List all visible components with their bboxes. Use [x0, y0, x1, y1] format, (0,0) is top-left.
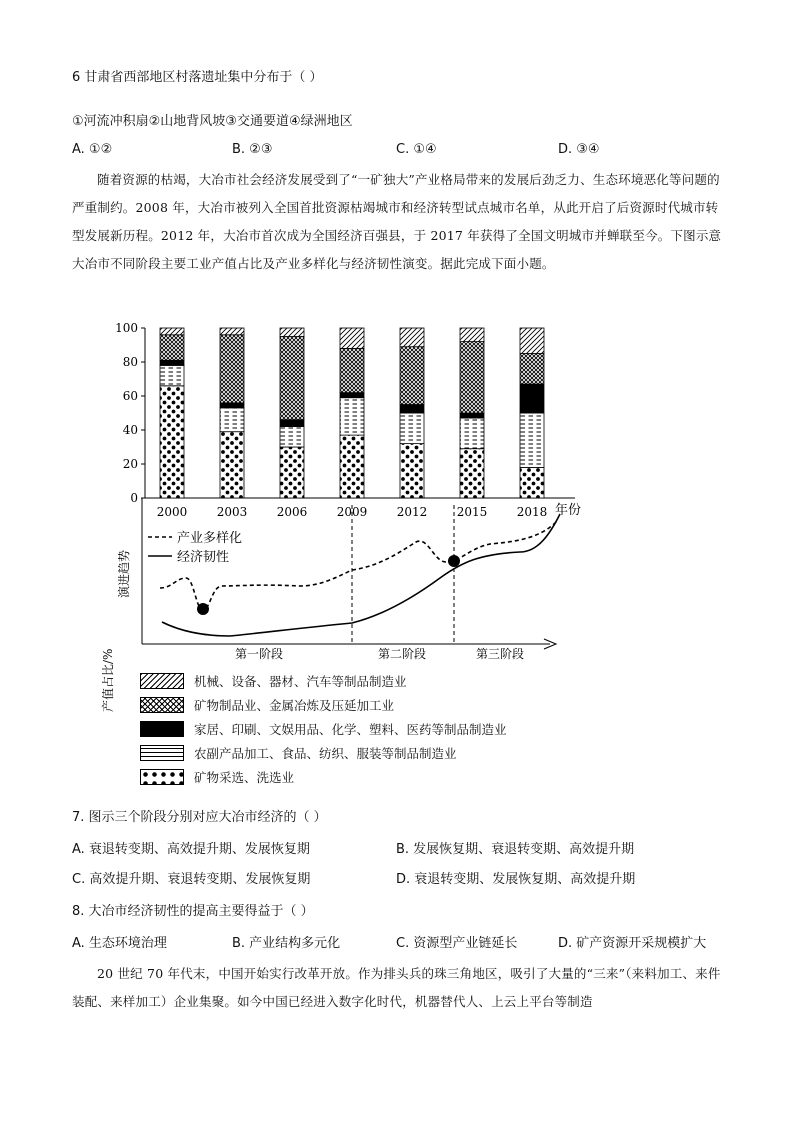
- q7-option-a: A. 衰退转变期、高效提升期、发展恢复期: [72, 842, 310, 857]
- trend-legend-resilience: 经济韧性: [177, 550, 230, 565]
- trend-legend-diversification: 产业多样化: [177, 531, 243, 546]
- bar-segment: [280, 427, 304, 447]
- bar-segment: [460, 413, 484, 418]
- y-tick-label: 20: [122, 457, 138, 471]
- bar-segment: [520, 328, 544, 354]
- bar-segment: [160, 328, 184, 335]
- y-tick-label: 40: [122, 423, 138, 437]
- q6-items: ①河流冲积扇②山地背风坡③交通要道④绿洲地区: [72, 114, 353, 129]
- legend-item: [140, 768, 294, 786]
- x-tick-label: 2003: [216, 505, 248, 519]
- trend-y-label: 演进趋势: [117, 549, 131, 599]
- passage-1: 随着资源的枯竭，大冶市社会经济发展受到了“一矿独大”产业格局带来的发展后劲乏力、生态环境恶化等问题的严重制约。2008 年，大冶市被列入全国首批资源枯竭城市和经济转型试点城市名单，从此开启了后资源时代城市转型发展新历程。2012 年，大冶市首次成为全国经济百强县，于 2017 年获得了全国文明城市并蝉联至今。下图示意大冶市不同阶段主要工业产值占比及产业多样化与经济韧性演变。据此完成下面小题。: [72, 172, 722, 271]
- bar-segment: [280, 337, 304, 420]
- bar-segment: [220, 408, 244, 432]
- legend-label: 矿物采选、洗选业: [194, 770, 295, 785]
- q6-option-a: A. ①②: [72, 142, 113, 157]
- q8-stem: 8. 大冶市经济韧性的提高主要得益于（ ）: [72, 904, 314, 919]
- x-tick-label: 2000: [156, 505, 188, 519]
- bar-segment: [400, 405, 424, 414]
- bar-segment: [340, 348, 364, 392]
- q7-option-d: D. 衰退转变期、发展恢复期、高效提升期: [396, 872, 636, 887]
- bar-segment: [160, 365, 184, 385]
- bar-segment: [220, 432, 244, 498]
- bar-segment: [160, 360, 184, 365]
- stage-1-label: 第一阶段: [235, 647, 284, 661]
- bar-segment: [400, 347, 424, 405]
- y-tick-label: 0: [130, 491, 138, 505]
- q6-option-d: D. ③④: [558, 142, 600, 157]
- bar-segment: [340, 435, 364, 498]
- bar-segment: [460, 418, 484, 449]
- y-axis-label: 产值占比/%: [101, 648, 115, 712]
- q7-option-c: C. 高效提升期、衰退转变期、发展恢复期: [72, 872, 311, 887]
- q6-option-c: C. ①④: [396, 142, 437, 157]
- bar-segment: [280, 420, 304, 427]
- legend-item: [140, 720, 507, 738]
- bar-segment: [220, 335, 244, 403]
- bar-segment: [220, 403, 244, 408]
- bar-segment: [520, 413, 544, 467]
- bar-segment: [340, 393, 364, 398]
- x-tick-label: 2009: [336, 505, 368, 519]
- x-tick-label: 2006: [276, 505, 308, 519]
- bar-segment: [160, 386, 184, 498]
- x-tick-label: 2015: [456, 505, 488, 519]
- legend-label: 机械、设备、器材、汽车等制品制造业: [194, 674, 407, 689]
- legend-label: 家居、印刷、文娱用品、化学、塑料、医药等制品制造业: [194, 722, 507, 737]
- bar-segment: [400, 413, 424, 444]
- x-tick-label: 2018: [516, 505, 548, 519]
- stage-3-label: 第三阶段: [476, 647, 525, 661]
- bar-segment: [220, 328, 244, 335]
- passage-2: 20 世纪 70 年代末，中国开始实行改革开放。作为排头兵的珠三角地区，吸引了大量的“三来”（来料加工、来件装配、来样加工）企业集聚。如今中国已经进入数字化时代，机器替代人、上云上平台等制造: [72, 966, 721, 1009]
- legend-item: [140, 696, 394, 714]
- bar-segment: [280, 447, 304, 498]
- legend-swatch: [140, 745, 184, 761]
- bar-segment: [400, 328, 424, 347]
- bar-segment: [460, 342, 484, 413]
- q6-option-b: B. ②③: [232, 142, 273, 157]
- q8-option-a: A. 生态环境治理: [72, 936, 167, 951]
- bar-segment: [520, 384, 544, 413]
- bar-segment: [340, 328, 364, 348]
- y-tick-label: 80: [122, 355, 138, 369]
- bar-segment: [160, 335, 184, 361]
- stage-2-label: 第二阶段: [378, 647, 427, 661]
- legend-swatch: [140, 769, 184, 785]
- bar-segment: [280, 328, 304, 337]
- bar-segment: [340, 398, 364, 435]
- bar-segment: [460, 328, 484, 342]
- figure-industry-chart: [0, 310, 794, 990]
- q7-stem: 7. 图示三个阶段分别对应大冶市经济的（ ）: [72, 810, 327, 825]
- q8-option-b: B. 产业结构多元化: [232, 936, 341, 951]
- y-tick-label: 100: [115, 321, 138, 335]
- legend-swatch: [140, 673, 184, 689]
- intersection-point: [448, 555, 460, 567]
- legend-swatch: [140, 721, 184, 737]
- diversification-low-point: [197, 603, 209, 615]
- q7-option-b: B. 发展恢复期、衰退转变期、高效提升期: [396, 842, 635, 857]
- legend-item: [140, 672, 407, 690]
- legend-swatch: [140, 697, 184, 713]
- bar-segment: [400, 444, 424, 498]
- q8-option-c: C. 资源型产业链延长: [396, 936, 518, 951]
- y-tick-label: 60: [122, 389, 138, 403]
- bar-segment: [520, 354, 544, 385]
- q8-option-d: D. 矿产资源开采规模扩大: [558, 936, 707, 951]
- bar-segment: [520, 467, 544, 498]
- legend-label: 矿物制品业、金属冶炼及压延加工业: [194, 698, 395, 713]
- x-tick-label: 2012: [396, 505, 428, 519]
- legend-label: 农副产品加工、食品、纺织、服装等制品制造业: [194, 746, 457, 761]
- bar-segment: [460, 449, 484, 498]
- x-axis-label: 年份: [555, 503, 582, 518]
- legend-item: [140, 744, 457, 762]
- q6-stem: 6 甘肃省西部地区村落遗址集中分布于（ ）: [72, 70, 323, 85]
